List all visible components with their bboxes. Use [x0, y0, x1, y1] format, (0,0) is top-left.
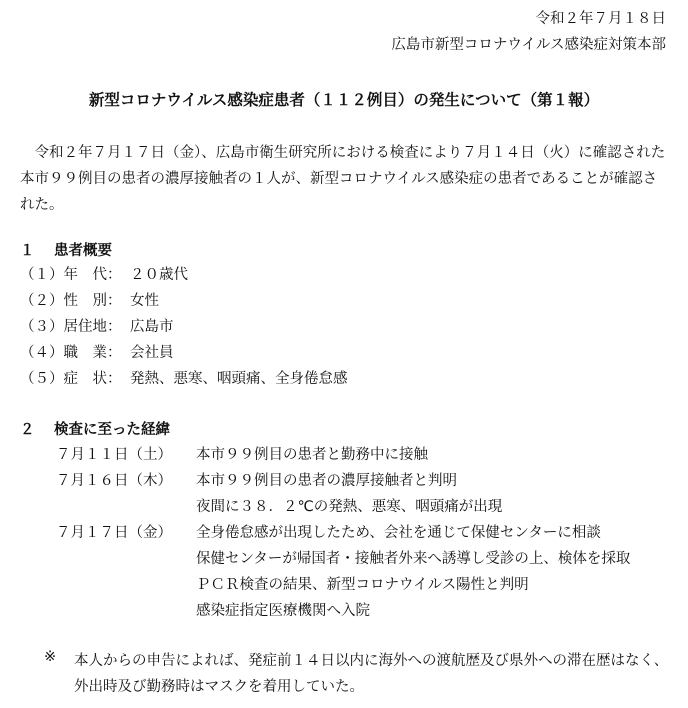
item-value: 広島市: [130, 319, 174, 335]
item-value: 女性: [130, 293, 159, 309]
item-label: （３）居住地：: [20, 319, 122, 335]
timeline-event: 保健センターが帰国者・接触者外来へ誘導し受診の上、検体を採取: [196, 551, 631, 567]
section-1-heading: [20, 242, 112, 262]
item-value: 発熱、悪寒、咽頭痛、全身倦怠感: [130, 371, 348, 387]
timeline-event: 本市９９例目の患者の濃厚接触者と判明: [196, 473, 457, 489]
item-label: （４）職 業：: [20, 345, 122, 361]
intro-paragraph: 令和２年７月１７日（金）、広島市衛生研究所における検査により７月１４日（火）に確認された本市９９例目の患者の濃厚接触者の１人が、新型コロナウイルス感染症の患者であることが確認された。: [20, 145, 666, 213]
timeline-event: 夜間に３８．２℃の発熱、悪寒、咽頭痛が出現: [196, 499, 503, 515]
timeline-event: ＰＣＲ検査の結果、新型コロナウイルス陽性と判明: [196, 577, 529, 593]
item-label: （１）年 代：: [20, 267, 122, 283]
patient-item-occupation: [20, 344, 174, 364]
item-value: ２０歳代: [130, 267, 188, 283]
timeline-date: ７月１７日（金）: [56, 525, 172, 541]
timeline-event: 全身倦怠感が出現したため、会社を通じて保健センターに相談: [196, 525, 601, 541]
release-date: 令和２年７月１８日: [535, 11, 666, 27]
section-2-title: 検査に至った経緯: [54, 422, 170, 438]
section-2-number: ２: [20, 422, 35, 438]
item-value: 会社員: [130, 345, 174, 361]
patient-item-symptoms: [20, 370, 348, 390]
timeline-event: 感染症指定医療機関へ入院: [196, 603, 370, 619]
section-1-number: １: [20, 243, 35, 259]
patient-item-sex: [20, 292, 159, 312]
timeline-date: ７月１６日（木）: [56, 473, 172, 489]
item-label: （５）症 状：: [20, 371, 122, 387]
timeline-date: ７月１１日（土）: [56, 447, 172, 463]
patient-item-age: [20, 266, 188, 286]
section-2-heading: [20, 421, 170, 441]
note-mark: ※: [44, 649, 57, 665]
item-label: （２）性 別：: [20, 293, 122, 309]
note-text: 本人からの申告によれば、発症前１４日以内に海外への渡航歴及び県外への滞在歴はなく、外出時及び勤務時はマスクを着用していた。: [74, 653, 669, 695]
timeline-event: 本市９９例目の患者と勤務中に接触: [196, 447, 428, 463]
section-1-title: 患者概要: [54, 243, 112, 259]
document-title: 新型コロナウイルス感染症患者（１１２例目）の発生について（第１報）: [88, 91, 600, 109]
issuing-department: 広島市新型コロナウイルス感染症対策本部: [391, 37, 666, 53]
patient-item-residence: [20, 318, 174, 338]
